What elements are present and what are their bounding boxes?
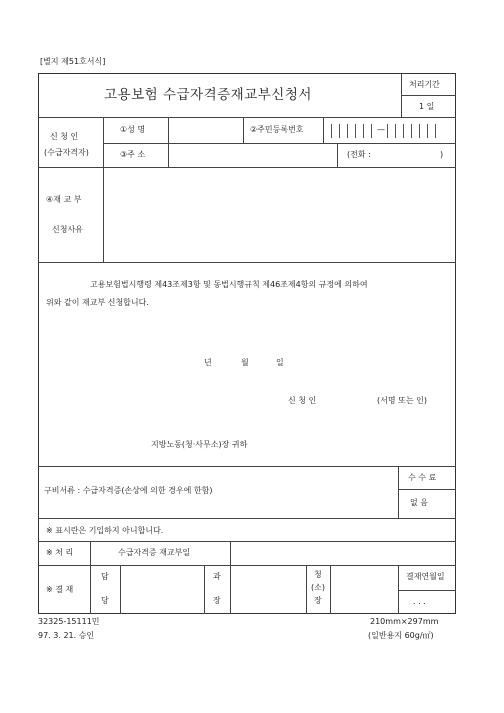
reason-label-line2: 신청사유 [52,225,83,234]
signature-applicant-label: 신 청 인 [288,396,317,405]
divider [230,541,231,565]
divider [38,262,456,263]
divider [243,117,244,143]
name-label: ①성 명 [120,125,146,134]
processing-period-label: 처리기간 [409,80,440,89]
phone-label: (전화 : [347,150,371,159]
date-day: 일 [276,358,284,367]
divider [323,117,324,143]
approval-label: ※ 결 재 [46,585,74,594]
paper-size: 210mm×297mm [370,617,439,626]
reissue-date-label: 수급자격증 재교부일 [118,548,191,557]
divider [230,565,231,614]
divider [38,541,456,542]
statement-line2: 위와 같이 재교부 신청합니다. [46,298,149,307]
processing-label: ※ 처 리 [46,548,74,557]
fee-label: 수 수 료 [408,473,437,482]
form-code: 32325-15111민 [38,617,100,626]
approval-cheong: 청 [314,570,322,579]
divider [204,565,205,614]
divider [306,565,307,614]
approval-dam: 담 [101,572,109,581]
phone-close: ) [440,150,444,159]
approval-gwa: 과 [213,572,221,581]
office-use-notice: ※ 표시란은 기입하지 아니합니다. [46,526,164,535]
rrn-dash: — [377,125,385,134]
divider [38,565,456,566]
reason-label: ④재 교 부 [46,195,82,204]
statement-line1: 고용보험법시행령 제43조제3항 및 동법시행규칙 제46조제4항의 규정에 의하여 [90,280,368,289]
divider [330,565,331,614]
reason-field[interactable] [104,168,454,261]
approval-jang: 장 [213,596,221,605]
fee-value: 없 음 [410,498,428,507]
divider [401,95,456,96]
rrn-label: ②주민등록번호 [250,125,304,134]
required-documents: 구비서류 : 수급자격증(손상에 의한 경우에 한함) [44,486,213,495]
date-month: 월 [241,358,249,367]
divider [401,73,402,117]
approval-dang: 당 [101,596,109,605]
applicant-sublabel: (수급자격자) [44,148,89,157]
address-field[interactable] [169,144,336,166]
address-label: ③주 소 [120,150,146,159]
divider [398,489,456,490]
processing-period-value: 1 일 [419,102,435,111]
form-title: 고용보험 수급자격증재교부신청서 [104,87,312,103]
applicant-label: 신 청 인 [50,132,79,141]
date-year: 년 [204,358,212,367]
divider [398,466,399,518]
recipient-line: 지방노동(청·사무소)장 귀하 [151,440,248,449]
approval-date-label: 결재연월일 [406,572,445,581]
rrn-digit-box[interactable] [435,124,444,138]
signature-note: (서명 또는 인) [377,396,427,405]
name-field[interactable] [169,118,242,142]
paper-type: (일반용지 60g/㎡) [368,631,434,640]
approval-cheong-office: (소) [311,583,325,592]
divider [38,117,456,118]
divider [337,143,338,167]
divider [38,518,456,519]
divider [90,541,91,614]
approval-date: 97. 3. 21. 승인 [38,631,95,640]
approval-date-value: . . . [413,597,426,606]
divider [120,565,121,614]
divider [398,565,399,614]
form-number: [별지 제51호서식] [40,57,106,66]
approval-cheong-jang: 장 [314,596,322,605]
divider [398,590,456,591]
divider [38,466,456,467]
phone-field[interactable] [381,146,437,164]
